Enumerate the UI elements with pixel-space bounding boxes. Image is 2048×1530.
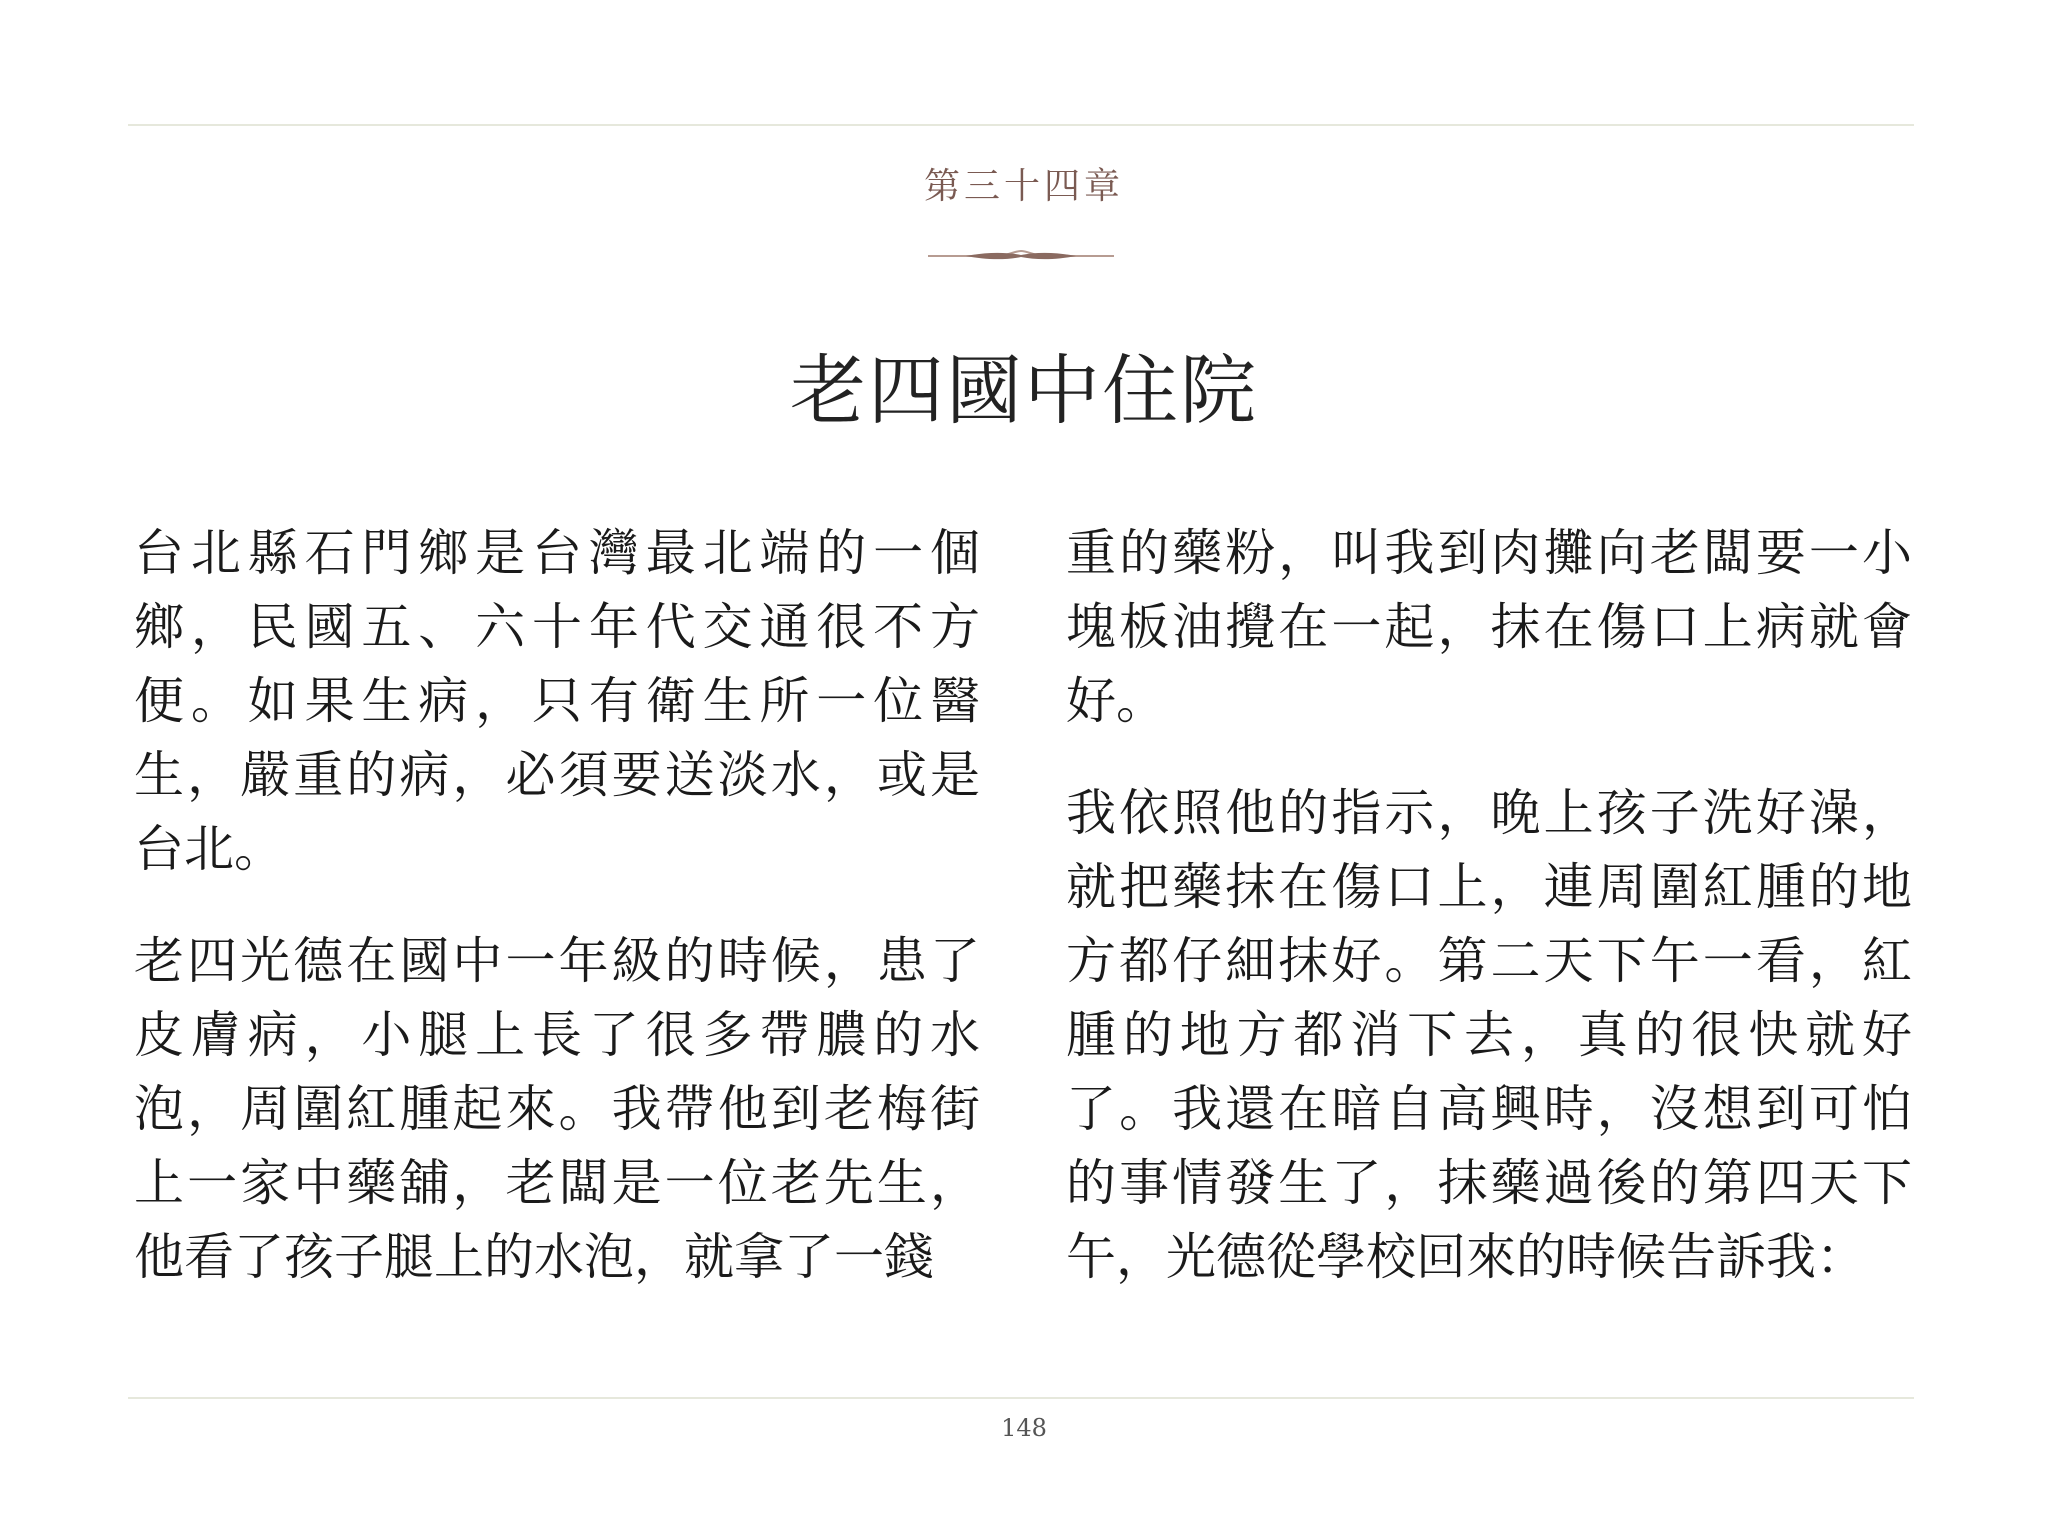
chapter-number: 第三十四章 [923, 166, 1124, 207]
paragraph: 重的藥粉，叫我到肉攤向老闆要一小塊板油攪在一起，抹在傷口上病就會好。 [1066, 524, 1912, 730]
top-rule [128, 124, 1914, 126]
paragraph: 老四光德在國中一年級的時候，患了皮膚病，小腿上長了很多帶膿的水泡，周圍紅腫起來。我帶他到老梅街上一家中藥舖，老闆是一位老先生，他看了孩子腿上的水泡，就拿了一錢 [134, 932, 980, 1286]
left-column [134, 516, 980, 1332]
paragraph: 我依照他的指示，晚上孩子洗好澡，就把藥抹在傷口上，連周圍紅腫的地方都仔細抹好。第二天下午一看，紅腫的地方都消下去，真的很快就好了。我還在暗自高興時，沒想到可怕的事情發生了，抹藥過後的第四天下午，光德從學校回來的時候告訴我： [1066, 784, 1912, 1286]
paragraph: 台北縣石門鄉是台灣最北端的一個鄉，民國五、六十年代交通很不方便。如果生病，只有衛生所一位醫生，嚴重的病，必須要送淡水，或是台北。 [134, 524, 980, 878]
right-column [1066, 516, 1912, 1332]
ornament-divider-icon [926, 245, 1116, 267]
bottom-rule [128, 1397, 1914, 1399]
page-number: 148 [1001, 1414, 1047, 1442]
chapter-title: 老四國中住院 [790, 346, 1258, 435]
